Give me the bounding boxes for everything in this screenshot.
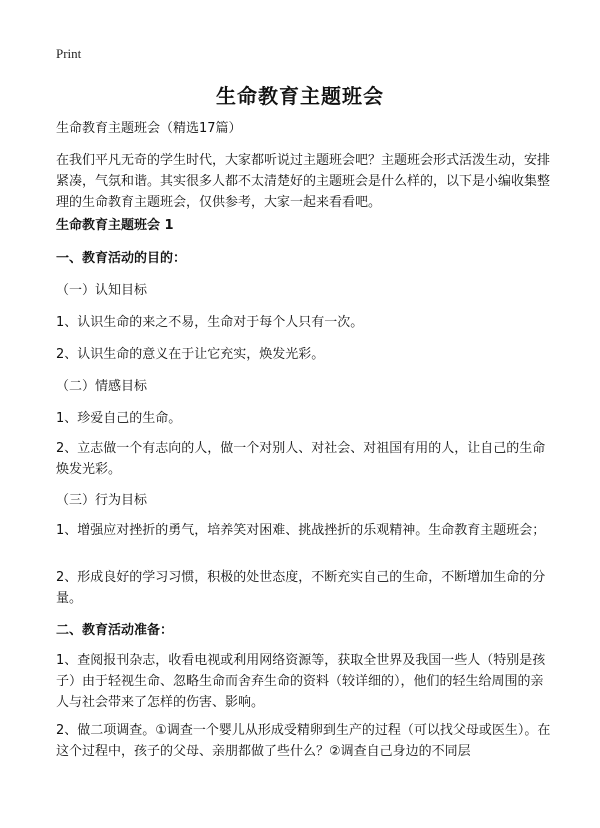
paragraph: 2、认识生命的意义在于让它充实，焕发光彩。 [56,347,325,362]
intro-paragraph: 在我们平凡无奇的学生时代，大家都听说过主题班会吧？主题班会形式活泼生动，安排紧凑，气氛和谐。其实很多人都不太清楚好的主题班会是什么样的，以下是小编收集整理的生命教育主题班会，仅供参考，大家一起来看看吧。 [56,153,551,210]
paragraph: 2、形成良好的学习习惯，积极的处世态度，不断充实自己的生命，不断增加生命的分量。 [56,570,546,606]
document-subtitle: 生命教育主题班会（精选17篇） [56,121,242,136]
section-heading: 生命教育主题班会 1 [56,218,174,233]
paragraph: 1、查阅报刊杂志，收看电视或利用网络资源等，获取全世界及我国一些人（特别是孩子）由于轻视生命、忽略生命而舍弃生命的资料（较详细的），他们的轻生给周围的亲人与社会带来了怎样的伤害、影响。 [56,653,546,710]
paragraph: 1、认识生命的来之不易，生命对于每个人只有一次。 [56,315,364,330]
subheading-behavioral: （三）行为目标 [56,493,148,508]
paragraph: 1、增强应对挫折的勇气，培养笑对困难、挑战挫折的乐观精神。生命教育主题班会； [56,523,546,538]
paragraph: 2、做二项调查。①调查一个婴儿从形成受精卵到生产的过程（可以找父母或医生）。在这个过程中，孩子的父母、亲朋都做了些什么？②调查自己身边的不同层 [56,723,551,759]
heading-goals: 一、教育活动的目的： [56,251,187,266]
subheading-cognitive: （一）认知目标 [56,283,148,298]
paragraph: 1、珍爱自己的生命。 [56,411,182,426]
subheading-emotional: （二）情感目标 [56,379,148,394]
heading-preparation: 二、教育活动准备： [56,623,174,638]
print-link[interactable]: Print [56,46,82,61]
document-title: 生命教育主题班会 [216,84,384,108]
paragraph: 2、立志做一个有志向的人，做一个对别人、对社会、对祖国有用的人，让自己的生命焕发光彩。 [56,441,546,477]
